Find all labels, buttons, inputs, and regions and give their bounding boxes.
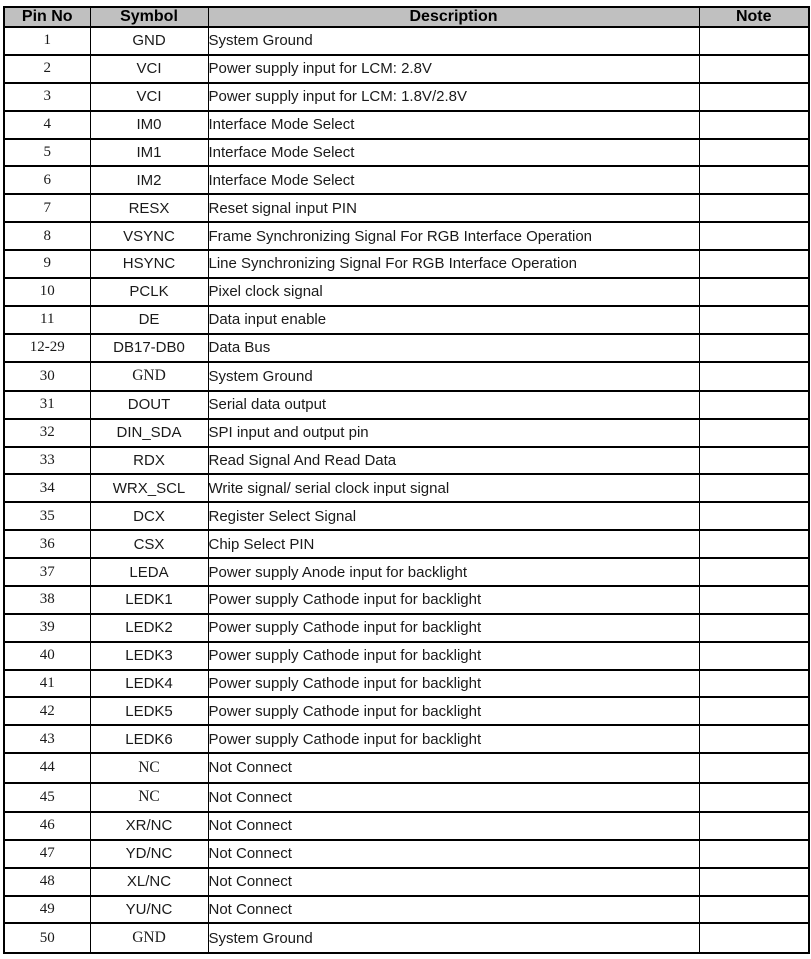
cell-symbol: LEDA [90, 558, 208, 586]
cell-symbol: LEDK5 [90, 697, 208, 725]
table-row [4, 447, 809, 475]
cell-note [699, 222, 809, 250]
cell-description: System Ground [208, 362, 699, 391]
cell-description: Not Connect [208, 840, 699, 868]
table-row [4, 868, 809, 896]
cell-pin: 2 [4, 55, 90, 83]
cell-note [699, 55, 809, 83]
column-header-description: Description [208, 7, 699, 27]
table-row [4, 474, 809, 502]
cell-symbol: LEDK3 [90, 642, 208, 670]
table-row [4, 558, 809, 586]
cell-note [699, 278, 809, 306]
cell-description: Line Synchronizing Signal For RGB Interface Operation [208, 250, 699, 278]
table-row [4, 278, 809, 306]
cell-pin: 12-29 [4, 334, 90, 362]
cell-note [699, 447, 809, 475]
cell-note [699, 896, 809, 924]
cell-note [699, 783, 809, 812]
cell-note [699, 558, 809, 586]
cell-description: Interface Mode Select [208, 111, 699, 139]
cell-pin: 3 [4, 83, 90, 111]
cell-note [699, 840, 809, 868]
table-header-row [4, 7, 809, 27]
table-row [4, 139, 809, 167]
table-row [4, 306, 809, 334]
cell-description: Power supply Cathode input for backlight [208, 670, 699, 698]
pin-table-body [4, 27, 809, 953]
cell-symbol: LEDK2 [90, 614, 208, 642]
cell-symbol: PCLK [90, 278, 208, 306]
cell-pin: 10 [4, 278, 90, 306]
table-row [4, 166, 809, 194]
table-row [4, 419, 809, 447]
cell-note [699, 139, 809, 167]
cell-symbol: NC [90, 783, 208, 812]
cell-pin: 35 [4, 502, 90, 530]
cell-symbol: DIN_SDA [90, 419, 208, 447]
table-row [4, 55, 809, 83]
cell-pin: 30 [4, 362, 90, 391]
cell-pin: 45 [4, 783, 90, 812]
table-row [4, 530, 809, 558]
cell-symbol: DB17-DB0 [90, 334, 208, 362]
table-row [4, 840, 809, 868]
cell-description: System Ground [208, 27, 699, 55]
table-row [4, 697, 809, 725]
cell-pin: 49 [4, 896, 90, 924]
cell-symbol: GND [90, 362, 208, 391]
table-row [4, 586, 809, 614]
table-row [4, 783, 809, 812]
cell-pin: 34 [4, 474, 90, 502]
cell-symbol: IM2 [90, 166, 208, 194]
cell-description: Chip Select PIN [208, 530, 699, 558]
cell-symbol: WRX_SCL [90, 474, 208, 502]
cell-note [699, 725, 809, 753]
cell-description: Power supply Cathode input for backlight [208, 586, 699, 614]
cell-note [699, 419, 809, 447]
cell-pin: 47 [4, 840, 90, 868]
cell-note [699, 83, 809, 111]
cell-note [699, 502, 809, 530]
cell-note [699, 586, 809, 614]
cell-note [699, 642, 809, 670]
cell-symbol: DCX [90, 502, 208, 530]
cell-description: Reset signal input PIN [208, 194, 699, 222]
cell-symbol: YU/NC [90, 896, 208, 924]
cell-pin: 38 [4, 586, 90, 614]
cell-pin: 7 [4, 194, 90, 222]
cell-pin: 43 [4, 725, 90, 753]
table-row [4, 670, 809, 698]
cell-description: Not Connect [208, 868, 699, 896]
cell-note [699, 670, 809, 698]
table-row [4, 362, 809, 391]
cell-description: Power supply Cathode input for backlight [208, 697, 699, 725]
table-row [4, 250, 809, 278]
cell-pin: 6 [4, 166, 90, 194]
cell-description: Power supply Cathode input for backlight [208, 725, 699, 753]
cell-description: Interface Mode Select [208, 166, 699, 194]
cell-pin: 32 [4, 419, 90, 447]
column-header-symbol: Symbol [90, 7, 208, 27]
cell-note [699, 111, 809, 139]
cell-note [699, 923, 809, 953]
table-row [4, 502, 809, 530]
table-row [4, 753, 809, 782]
cell-note [699, 812, 809, 840]
cell-note [699, 306, 809, 334]
cell-symbol: IM1 [90, 139, 208, 167]
cell-description: Data Bus [208, 334, 699, 362]
column-header-note: Note [699, 7, 809, 27]
cell-symbol: VCI [90, 55, 208, 83]
cell-description: Power supply input for LCM: 2.8V [208, 55, 699, 83]
cell-description: Serial data output [208, 391, 699, 419]
column-header-pin-no: Pin No [4, 7, 90, 27]
cell-description: Power supply input for LCM: 1.8V/2.8V [208, 83, 699, 111]
cell-symbol: DOUT [90, 391, 208, 419]
cell-note [699, 697, 809, 725]
cell-description: Pixel clock signal [208, 278, 699, 306]
cell-symbol: LEDK6 [90, 725, 208, 753]
cell-note [699, 614, 809, 642]
cell-symbol: DE [90, 306, 208, 334]
cell-note [699, 362, 809, 391]
cell-pin: 44 [4, 753, 90, 782]
cell-description: Power supply Cathode input for backlight [208, 614, 699, 642]
cell-symbol: XL/NC [90, 868, 208, 896]
table-row [4, 391, 809, 419]
cell-pin: 46 [4, 812, 90, 840]
cell-pin: 33 [4, 447, 90, 475]
cell-description: Power supply Cathode input for backlight [208, 642, 699, 670]
cell-pin: 31 [4, 391, 90, 419]
cell-description: System Ground [208, 923, 699, 953]
table-row [4, 614, 809, 642]
cell-symbol: LEDK4 [90, 670, 208, 698]
table-row [4, 194, 809, 222]
cell-pin: 36 [4, 530, 90, 558]
table-row [4, 222, 809, 250]
cell-symbol: LEDK1 [90, 586, 208, 614]
pin-description-table [3, 6, 810, 954]
cell-description: Not Connect [208, 783, 699, 812]
cell-pin: 9 [4, 250, 90, 278]
cell-pin: 37 [4, 558, 90, 586]
cell-note [699, 194, 809, 222]
cell-pin: 41 [4, 670, 90, 698]
cell-pin: 8 [4, 222, 90, 250]
cell-symbol: IM0 [90, 111, 208, 139]
cell-pin: 1 [4, 27, 90, 55]
cell-description: Frame Synchronizing Signal For RGB Interface Operation [208, 222, 699, 250]
table-row [4, 923, 809, 953]
cell-pin: 39 [4, 614, 90, 642]
cell-symbol: RDX [90, 447, 208, 475]
cell-symbol: VSYNC [90, 222, 208, 250]
cell-note [699, 753, 809, 782]
table-row [4, 111, 809, 139]
cell-description: Write signal/ serial clock input signal [208, 474, 699, 502]
table-row [4, 812, 809, 840]
cell-description: Read Signal And Read Data [208, 447, 699, 475]
table-row [4, 896, 809, 924]
cell-symbol: XR/NC [90, 812, 208, 840]
cell-description: Data input enable [208, 306, 699, 334]
cell-note [699, 530, 809, 558]
cell-note [699, 868, 809, 896]
cell-pin: 11 [4, 306, 90, 334]
table-row [4, 334, 809, 362]
cell-pin: 48 [4, 868, 90, 896]
cell-pin: 42 [4, 697, 90, 725]
cell-symbol: HSYNC [90, 250, 208, 278]
cell-symbol: NC [90, 753, 208, 782]
cell-description: Register Select Signal [208, 502, 699, 530]
cell-symbol: YD/NC [90, 840, 208, 868]
table-row [4, 725, 809, 753]
cell-symbol: CSX [90, 530, 208, 558]
cell-description: Power supply Anode input for backlight [208, 558, 699, 586]
cell-symbol: VCI [90, 83, 208, 111]
cell-pin: 40 [4, 642, 90, 670]
cell-note [699, 391, 809, 419]
cell-pin: 50 [4, 923, 90, 953]
cell-description: Not Connect [208, 896, 699, 924]
table-row [4, 83, 809, 111]
cell-pin: 5 [4, 139, 90, 167]
cell-description: Not Connect [208, 812, 699, 840]
table-row [4, 642, 809, 670]
cell-note [699, 166, 809, 194]
cell-pin: 4 [4, 111, 90, 139]
cell-note [699, 250, 809, 278]
cell-note [699, 474, 809, 502]
cell-symbol: GND [90, 923, 208, 953]
cell-description: Interface Mode Select [208, 139, 699, 167]
cell-symbol: GND [90, 27, 208, 55]
cell-note [699, 27, 809, 55]
cell-description: Not Connect [208, 753, 699, 782]
table-row [4, 27, 809, 55]
cell-symbol: RESX [90, 194, 208, 222]
cell-note [699, 334, 809, 362]
cell-description: SPI input and output pin [208, 419, 699, 447]
